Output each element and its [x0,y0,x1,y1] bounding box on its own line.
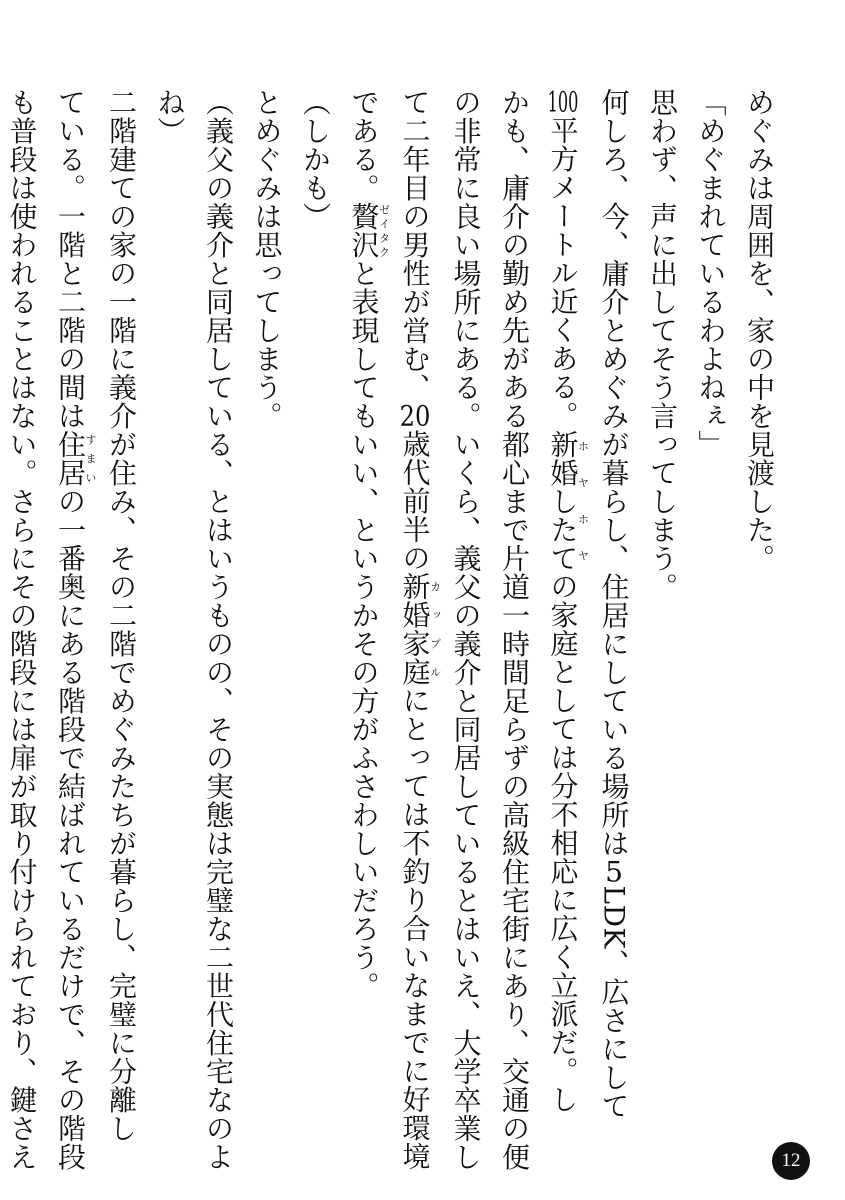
ruby-annotation: 贅沢ゼイタク [347,202,391,259]
text-line: 二階建ての家の一階に義介が住み、その二階でめぐみたちが暮らし、完璧に分離し [105,88,138,1143]
text-line: て二年目の男性が営む、20歳代前半の新婚家庭カップルにとっては不釣り合いなまでに好環境 [398,88,442,1171]
upright-number: 100 [547,88,579,116]
upright-number: 20 [399,401,431,430]
text-line: 何しろ、今、庸介とめぐみが暮らし、住居にしている場所は5LDK、広さにして [597,88,631,1120]
text-line: も普段は使われることはない。さらにその階段には扉が取り付けられており、鍵さえ [5,88,39,1171]
text-line: 「めぐまれているわよねぇ」 [694,88,728,459]
text-line: ている。一階と二階の間は住居すまいの一番奥にある階段で結ばれているだけで、その階段 [54,88,97,1171]
ruby-annotation: 住居すまい [54,430,97,487]
text-line: の非常に良い場所にある。いくら、義父の義介と同居しているとはいえ、大学卒業し [449,88,483,1171]
text-line: （義父の義介と同居している、とはいうものの、その実態は完璧な二世代住宅なのよ [202,88,235,1171]
upright-number: 5 [605,857,623,886]
text-line: である。贅沢ゼイタクと表現してもいい、というかその方がふさわしいだろう。 [347,88,391,1000]
text-line: とめぐみは思ってしまう。 [250,88,284,430]
page-number-badge: 12 [772,1142,810,1180]
vertical-text-body [0,88,783,1171]
ruby-annotation: 新婚したてホヤホヤ [546,429,590,572]
text-line: 思わず、声に出してそう言ってしまう。 [646,88,679,601]
text-line: （しかも） [299,88,332,231]
text-line: めぐみは周囲を、家の中を見渡した。 [743,88,776,573]
text-line: ね） [153,88,187,145]
text-line: 100平方メートル近くある。新婚したてホヤホヤの家庭としては分不相応に広く立派だ。し [546,88,590,1114]
ruby-annotation: 新婚家庭カップル [398,572,442,686]
text-line: かも、庸介の勤め先がある都心まで片道一時間足らずの高級住宅街にあり、交通の便 [498,88,531,1171]
